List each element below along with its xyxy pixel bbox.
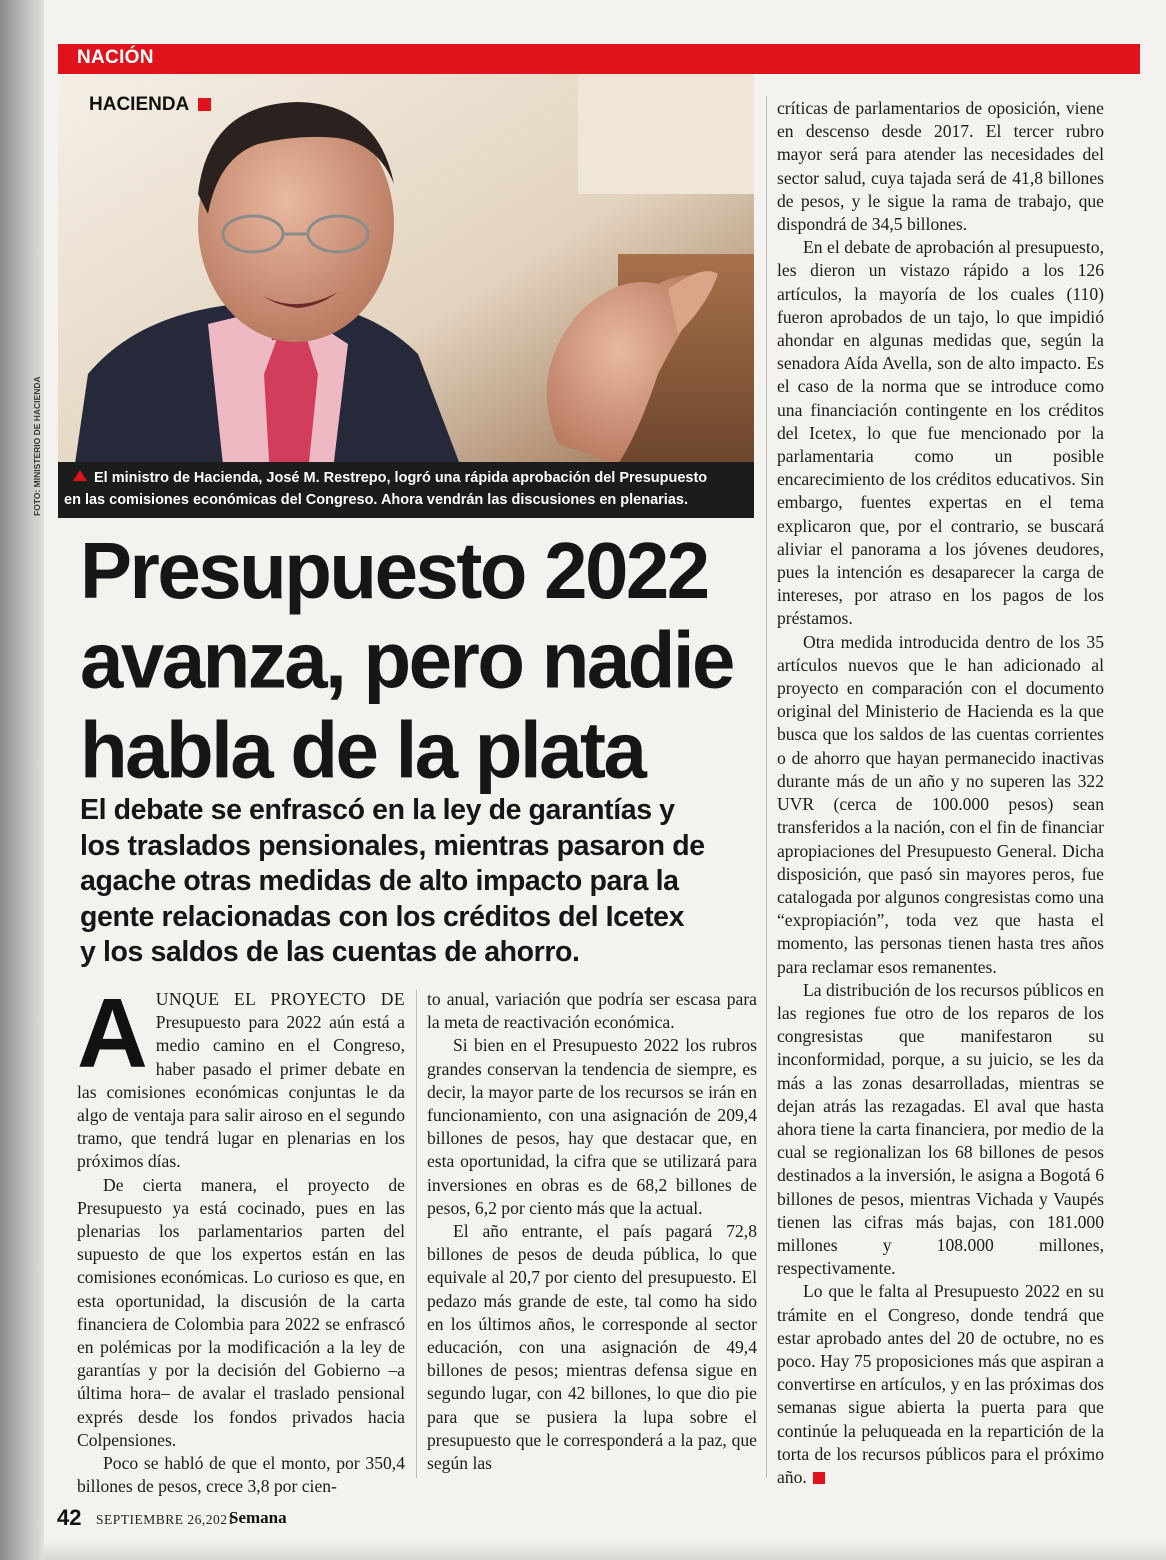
page-gutter-shadow xyxy=(0,0,44,1560)
page-number: 42 xyxy=(57,1505,82,1530)
caption-triangle-icon xyxy=(73,470,87,481)
body-paragraph-7: críticas de parlamentarios de oposición, viene en descenso desde 2017. El tercer rubro mayor será para atender las necesidades del sector salud, cuya tajada será de 41,8 billones de pesos, y le sigue la rama de trabajo, que dispondrá de 34,5 billones. xyxy=(777,98,1104,235)
body-paragraph-6: El año entrante, el país pagará 72,8 billones de pesos de deuda pública, lo que equivale al 20,7 por ciento del presupuesto. El pedazo más grande de este, tal como ha sido en los últimos años, le corresponde al sector educación, con una asignación de 49,4 billones de pesos; mientras defensa sigue en segundo lugar, con 42 billones, lo que dio pie para que se pusiera la lupa sobre el presupuesto que le corresponderá a la paz, que según las xyxy=(427,1221,757,1474)
deck-line-5: y los saldos de las cuentas de ahorro. xyxy=(80,936,580,968)
minister-photo xyxy=(58,74,754,512)
headline xyxy=(80,525,760,794)
body-paragraph-2: De cierta manera, el proyecto de Presupuesto ya está cocinado, pues en las plenarias los parlamentarios parten del supuesto de que los expertos están en las comisiones económicas. Lo curioso es que, en esta oportunidad, la discusión de la carta financiera de Colombia para 2022 se enfrascó en polémicas por la modificación a la ley de garantías y por la decisión del Gobierno –a última hora– de avalar el traslado pensional exprés desde los fondos privados hacia Colpensiones. xyxy=(77,1174,405,1450)
end-mark-icon xyxy=(813,1472,825,1484)
body-column-3 xyxy=(777,97,1104,1489)
deck xyxy=(80,793,760,971)
section-bar xyxy=(58,44,1140,74)
body-paragraph-5: Si bien en el Presupuesto 2022 los rubros grandes conservan la tendencia de siempre, es decir, la mayor parte de los recursos se irán en funcionamiento, con una asignación de 209,4 billones de pesos, hay que destacar que, en esta oportunidad, la cifra que se utilizará para inversiones en obras es de 68,2 billones de pesos, 6,2 por ciento más que la actual. xyxy=(427,1035,757,1218)
column-rule-1 xyxy=(416,990,417,1478)
photo-tag-square xyxy=(198,98,211,111)
page-bottom-shade xyxy=(44,1540,1166,1560)
body-paragraph-3: Poco se habló de que el monto, por 350,4 billones de pesos, crece 3,8 por cien- xyxy=(77,1453,405,1497)
body-paragraph-8: En el debate de aprobación al presupuesto, les dieron un vistazo rápido a los 126 artículos, la mayoría de los cuales (110) fueron aprobados de un tajo, lo que impidió ahondar en algunas medidas que, según la senadora Aída Avella, son de alto impacto. Es el caso de la norma que se introduce como una financiación contingente en los créditos del Icetex, lo que fue mencionado por la parlamentaria como un posible encarecimiento de los créditos educativos. Sin embargo, fuentes expertas en el tema explicaron que, por el contrario, se buscará aliviar el panorama a los jóvenes deudores, pues la intención es desaparecer la carga de intereses, por atraso en los pagos de los préstamos. xyxy=(777,237,1104,629)
deck-line-2: los traslados pensionales, mientras pasaron de xyxy=(80,829,705,862)
body-paragraph-4: to anual, variación que podría ser escasa para la meta de reactivación económica. xyxy=(427,989,757,1033)
headline-line-1: Presupuesto 2022 xyxy=(80,525,708,616)
photo-caption xyxy=(64,467,744,511)
headline-line-2: avanza, pero nadie xyxy=(80,615,733,705)
body-paragraph-1-text: Presupuesto para 2022 aún está a medio camino en el Congreso, haber pasado el primer debate en las comisiones económicas conjuntas le da algo de ventaja para salir airoso en el segundo tramo, que tendrá lugar en plenarias en los próximos días. xyxy=(77,1012,405,1172)
lead-caps: UNQUE EL PROYECTO DE xyxy=(155,989,405,1009)
photo-tag: HACIENDA xyxy=(89,94,190,115)
deck-line-1: El debate se enfrascó en la ley de garantías y xyxy=(80,794,675,826)
headline-line-3: habla de la plata xyxy=(80,704,645,795)
dropcap: A xyxy=(77,978,148,1088)
body-paragraph-11-text: Lo que le falta al Presupuesto 2022 en su trámite en el Congreso, donde tendrá que estar aprobado antes del 20 de octubre, no es poco. Hay 75 proposiciones más que aspiran a convertirse en artículos, y en las próximas dos semanas sigue abierta la puerta para que continúe la peluqueada en la repartición de la torta de los recursos públicos para el próximo año. xyxy=(777,1281,1104,1487)
minister-photo-illustration xyxy=(58,74,754,512)
body-paragraph-11 xyxy=(777,1280,1104,1489)
body-column-2 xyxy=(427,988,757,1475)
body-paragraph-1 xyxy=(77,978,405,1174)
body-column-1 xyxy=(77,978,405,1498)
section-label: NACIÓN xyxy=(77,47,154,68)
magazine-name: Semana xyxy=(229,1508,287,1527)
caption-line-2: en las comisiones económicas del Congreso. Ahora vendrán las discusiones en plenarias. xyxy=(64,492,688,508)
deck-line-4: gente relacionadas con los créditos del Icetex xyxy=(80,900,685,933)
caption-line-1: El ministro de Hacienda, José M. Restrepo, logró una rápida aprobación del Presupuesto xyxy=(94,470,708,486)
photo-credit: FOTO: MINISTERIO DE HACIENDA xyxy=(32,376,42,516)
deck-line-3: agache otras medidas de alto impacto para la xyxy=(80,865,679,897)
issue-date: SEPTIEMBRE 26,2021 xyxy=(96,1512,235,1527)
body-paragraph-9: Otra medida introducida dentro de los 35 artículos nuevos que le han adicionado al proyecto en comparación con el documento original del Ministerio de Hacienda es la que busca que los saldos de las cuentas corrientes o de ahorro que hayan permanecido inactivas durante más de un año y no superen las 322 UVR (cerca de 100.000 pesos) sean transferidos a la nación, con el fin de financiar apropiaciones del Presupuesto General. Dicha disposición, que pasó sin mayores peros, fue catalogada por algunos congresistas como una “expropiación”, toda vez que hasta el momento, las personas tienen hasta tres años para reclamar esos remanentes. xyxy=(777,631,1104,977)
body-paragraph-10: La distribución de los recursos públicos en las regiones fue otro de los reparos de los congresistas que manifestaron su inconformidad, porque, a su juicio, se les da más a las zonas desarrolladas, mientras se dejan atrás las rezagadas. El aval que hasta ahora tiene la carta financiera, por medio de la cual se regionalizan los 68 billones de pesos destinados a la inversión, le asigna a Bogotá 6 billones de pesos, mientras Vichada y Vaupés tienen las cifras más bajas, con 181.000 millones y 108.000 millones, respectivamente. xyxy=(777,979,1104,1279)
column-rule-2 xyxy=(766,96,767,1478)
